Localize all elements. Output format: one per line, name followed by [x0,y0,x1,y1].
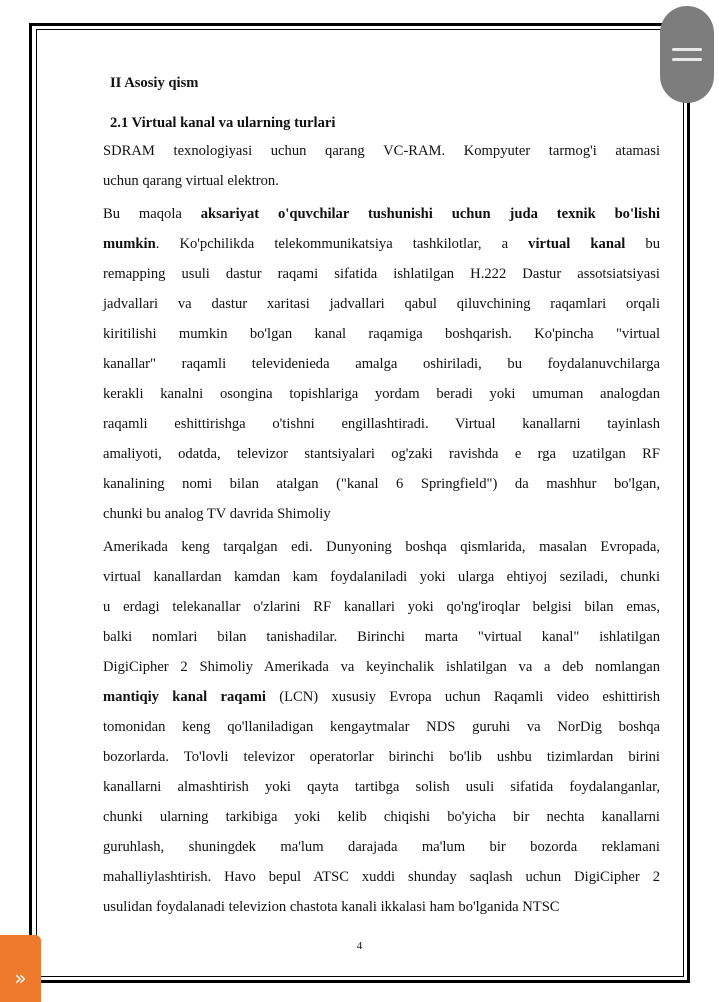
paragraph-2-line: kiritilishi mumkin bo'lgan kanal raqamiga boshqarish. Ko'pincha "virtual [103,326,660,342]
paragraph-1 [103,136,660,196]
paragraph-2-line: chunki bu analog TV davrida Shimoliy [103,506,331,522]
menu-button[interactable] [660,6,714,103]
paragraph-2-line: raqamli eshittirishga o'tishni engillashtiradi. Virtual kanallarni tayinlash [103,416,660,432]
bold-text-run: aksariyat o'quvchilar tushunishi uchun juda texnik bo'lishi [200,206,660,222]
paragraph-3-line: tomonidan keng qo'llaniladigan kengaytmalar NDS guruhi va NorDig boshqa [103,719,660,735]
text-run: Bu maqola [103,206,201,222]
subsection-heading: 2.1 Virtual kanal va ularning turlari [110,115,336,131]
paragraph-2-line [103,229,660,259]
paragraph-3-line: chunki ularning tarkibiga yoki kelib chiqishi bo'yicha bir nechta kanallarni [103,809,660,825]
text-run: (LCN) xususiy Evropa uchun Raqamli video eshittirish [265,689,660,705]
paragraph-3-line: Amerikada keng tarqalgan edi. Dunyoning boshqa qismlarida, masalan Evropada, [103,539,660,555]
next-page-button[interactable] [0,935,41,1002]
paragraph-2-line [103,199,660,229]
document-body [103,68,660,922]
hamburger-menu-icon [672,48,702,61]
paragraph-2-line: jadvallari va dastur xaritasi jadvallari qabul qiluvchining raqamlari orqali [103,296,660,312]
bold-text-run: virtual kanal [528,236,626,252]
paragraph-3-line: usulidan foydalanadi televizion chastota kanali ikkalasi ham bo'lganida NTSC [103,899,560,915]
paragraph-2-line: amaliyoti, odatda, televizor stantsiyalari og'zaki ravishda e rga uzatilgan RF [103,446,660,462]
paragraph-3 [103,532,660,922]
page-number: 4 [356,940,363,952]
bold-text-run: mumkin [103,236,156,252]
paragraph-3-line: kanallarni almashtirish yoki qayta tartibga solish usuli sifatida foydalanganlar, [103,779,660,795]
paragraph-3-line: virtual kanallardan kamdan kam foydalaniladi yoki ularga ehtiyoj seziladi, chunki [103,569,660,585]
text-run: . Ko'pchilikda telekommunikatsiya tashkilotlar, a [155,236,529,252]
paragraph-3-line: mahalliylashtirish. Havo bepul ATSC xuddi shunday saqlash uchun DigiCipher 2 [103,869,660,885]
paragraph-1-line: uchun qarang virtual elektron. [103,173,279,189]
paragraph-3-line: DigiCipher 2 Shimoliy Amerikada va keyinchalik ishlatilgan va a deb nomlangan [103,659,660,675]
paragraph-1-line: SDRAM texnologiyasi uchun qarang VC-RAM. Kompyuter tarmog'i atamasi [103,143,660,159]
paragraph-2 [103,199,660,529]
double-chevron-right-icon: » [14,966,27,990]
section-heading: II Asosiy qism [110,75,199,91]
paragraph-3-line: guruhlash, shuningdek ma'lum darajada ma'lum bir bozorda reklamani [103,839,660,855]
paragraph-3-line: bozorlarda. To'lovli televizor operatorlar birinchi bo'lib ushbu tizimlardan birini [103,749,660,765]
paragraph-2-line: kanallar" raqamli televidenieda amalga oshiriladi, bu foydalanuvchilarga [103,356,660,372]
text-run: bu [625,236,661,252]
paragraph-2-line: remapping usuli dastur raqami sifatida ishlatilgan H.222 Dastur assotsiatsiyasi [103,266,660,282]
bold-text-run: mantiqiy kanal raqami [103,689,266,705]
paragraph-2-line: kerakli kanalni osongina topishlariga yordam beradi yoki umuman analogdan [103,386,660,402]
paragraph-3-line: u erdagi telekanallar o'zlarini RF kanallari yoki qo'ng'iroqlar belgisi bilan emas, [103,599,660,615]
paragraph-3-line [103,682,660,712]
paragraph-3-line: balki nomlari bilan tanishadilar. Birinchi marta "virtual kanal" ishlatilgan [103,629,660,645]
paragraph-2-line: kanalining nomi bilan atalgan ("kanal 6 Springfield") da mashhur bo'lgan, [103,476,660,492]
